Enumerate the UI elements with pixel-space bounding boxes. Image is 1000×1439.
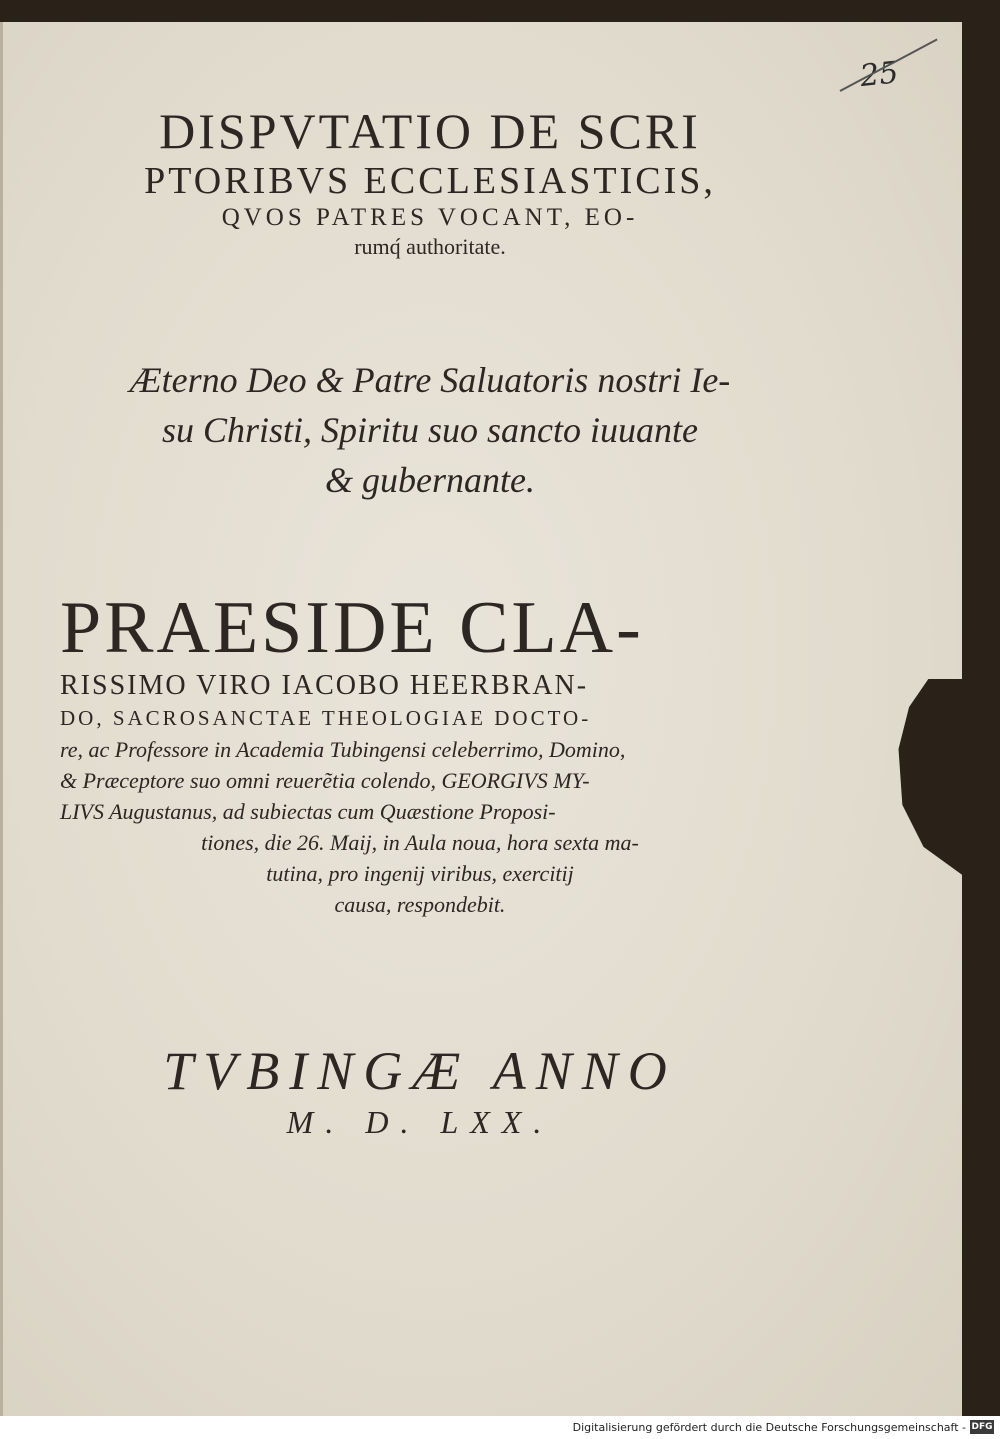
praeside-line-2: RISSIMO VIRO IACOBO HEERBRAN- — [60, 670, 589, 701]
praeside-line-7: tiones, die 26. Maij, in Aula noua, hora sexta ma- — [201, 830, 639, 855]
imprint-place: TVBINGÆ ANNO — [163, 1041, 677, 1101]
funding-credit: Digitalisierung gefördert durch die Deutsche Forschungsgemeinschaft - — [572, 1421, 966, 1434]
praeside-line-9: causa, respondebit. — [334, 892, 506, 917]
praeside-line-8: tutina, pro ingenij viribus, exercitij — [266, 861, 574, 886]
praeside-line-3: DO, SACROSANCTAE THEOLOGIAE DOCTO- — [60, 706, 592, 730]
praeside-heading: PRAESIDE CLA- — [60, 587, 644, 669]
praeside-line-4: re, ac Professore in Academia Tubingensi celeberrimo, Domino, — [60, 737, 626, 762]
title-line-1: DISPVTATIO DE SCRI — [159, 103, 701, 159]
page-edge — [0, 22, 3, 1416]
title-line-2: PTORIBVS ECCLESIASTICIS, — [144, 160, 716, 202]
title-line-4: rumq́ authoritate. — [354, 234, 506, 259]
praeside-line-5: & Præceptore suo omni reuerẽtia colendo, GEORGIVS MY- — [60, 768, 590, 793]
imprint-year: M. D. LXX. — [286, 1104, 554, 1140]
invocation-line-1: Æterno Deo & Patre Saluatoris nostri Ie- — [129, 360, 731, 400]
invocation — [110, 355, 750, 505]
invocation-line-3: & gubernante. — [325, 460, 535, 500]
praeside-paragraph — [60, 588, 780, 920]
title-line-3: QVOS PATRES VOCANT, EO- — [221, 204, 639, 231]
dfg-logo-icon: DFG — [971, 1422, 993, 1432]
digitization-footer — [0, 1416, 1000, 1439]
praeside-line-6: LIVS Augustanus, ad subiectas cum Quæstione Proposi- — [60, 799, 556, 824]
invocation-line-2: su Christi, Spiritu suo sancto iuuante — [161, 410, 699, 450]
disputation-title — [60, 102, 800, 260]
imprint — [100, 1040, 740, 1142]
handwritten-folio-number: 25 — [858, 55, 901, 95]
